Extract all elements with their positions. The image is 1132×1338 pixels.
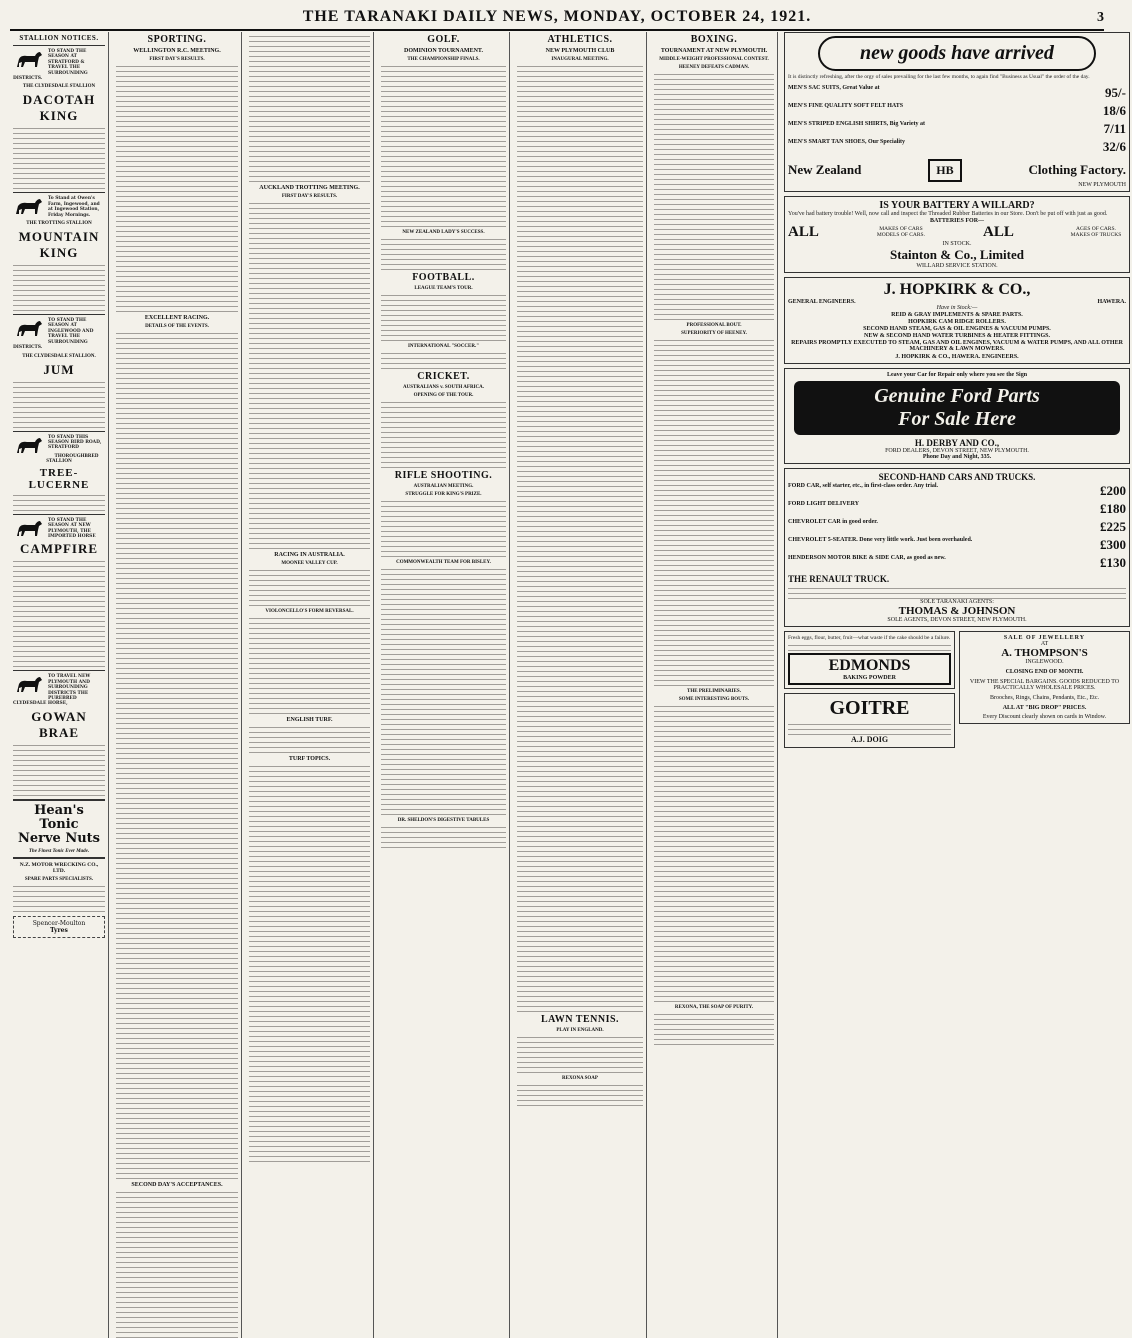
new-goods-price-list (788, 84, 1126, 156)
hopkirk-stock-list (788, 312, 1126, 352)
hopkirk-line: NEW & SECOND HAND WATER TURBINES & HEATER FITTINGS. (864, 332, 1050, 339)
stainton-name: Stainton & Co., Limited (890, 246, 1024, 262)
column-golf: GOLF. DOMINION TOURNAMENT. THE CHAMPIONSHIP FINALS. NEW ZEALAND LADY'S SUCCESS. FOOTBALL. LEAGUE TEAM'S TOUR. INTERNATIONAL "SOCCER." CRICKET. AUSTRALIANS v. SOUTH AFRICA. OPENING OF THE TOUR. RIFLE SHOOTING. AUSTRALIAN MEETING. STRUGGLE FOR KING'S PRIZE. COMMONWEALTH TEAM FOR BISLEY. DR. SHELDON'S DIGESTIVE TABULES (378, 32, 510, 1338)
column-advertisements (782, 32, 1132, 1338)
stallion-ad: TO STAND THE SEASON AT INGLEWOOD AND TRAVEL THE SURROUNDING DISTRICTS. (13, 318, 94, 351)
column-racing: AUCKLAND TROTTING MEETING. FIRST DAY'S RESULTS. RACING IN AUSTRALIA. MOONEE VALLEY CUP. VIOLONCELLO'S FORM REVERSAL. ENGLISH TURF. TURF TOPICS. (246, 32, 374, 1338)
horse-icon (13, 196, 45, 218)
new-goods-ad: new goods have arrived It is distinctly refreshing, after the orgy of sales prevailing for the last few months, to again find "Business as Usual" the order of the day. MEN'S SAC SUITS, Great Value at 95/- MEN'S FINE QUALITY SOFT FELT HATS 18/6 MEN'S STRIPED ENGLISH SHIRTS, Big Variety at 7/11 MEN'S SMART TAN SHOES, Our Speciality 32/6 New Zealand HB Clothing Factory. NEW PLYMOUTH (784, 32, 1130, 192)
price-value: 18/6 (1102, 102, 1126, 118)
price-label: MEN'S SAC SUITS, Great Value at (788, 84, 880, 91)
hopkirk-line: SECOND HAND STEAM, GAS & OIL ENGINES & VACUUM PUMPS. (863, 325, 1051, 332)
rifle-heading: RIFLE SHOOTING. (394, 470, 493, 481)
price-value: £130 (1100, 554, 1126, 570)
car-row (788, 500, 1126, 518)
stallion-name: MOUNTAIN KING (18, 229, 100, 261)
masthead-title: THE TARANAKI DAILY NEWS, MONDAY, OCTOBER 24, 1921. (302, 8, 812, 25)
hb-logo-icon: HB (928, 159, 961, 182)
price-label: MEN'S SMART TAN SHOES, Our Speciality (788, 138, 906, 145)
car-row (788, 518, 1126, 536)
price-value: £300 (1100, 536, 1126, 552)
price-value: 7/11 (1103, 120, 1126, 136)
hopkirk-line: REID & GRAY IMPLEMENTS & SPARE PARTS. (891, 311, 1023, 318)
column-athletics: ATHLETICS. NEW PLYMOUTH CLUB INAUGURAL MEETING. LAWN TENNIS. PLAY IN ENGLAND. REXONA SOAP (514, 32, 647, 1338)
price-label: MEN'S FINE QUALITY SOFT FELT HATS (788, 102, 904, 109)
price-value: £200 (1100, 482, 1126, 498)
stallion-text (13, 128, 105, 189)
stallion-ad: TO STAND THIS SEASON BIRD ROAD, STRATFORD (13, 435, 105, 451)
edmonds-ad: Fresh eggs, flour, butter, fruit—what waste if the cake should be a failure. EDMONDS BAKING POWDER (784, 631, 955, 690)
horse-icon (13, 49, 45, 71)
stallion-name: GOWAN BRAE (31, 708, 87, 740)
new-goods-headline: new goods have arrived (818, 36, 1096, 71)
price-label: CHEVROLET 5-SEATER. Done very little work. Just been overhauled. (788, 536, 973, 543)
price-label: MEN'S STRIPED ENGLISH SHIRTS, Big Variety at (788, 120, 925, 127)
cricket-heading: CRICKET. (417, 371, 470, 382)
price-label: HENDERSON MOTOR BIKE & SIDE CAR, as good as new. (788, 554, 946, 561)
page-number: 3 (1097, 10, 1104, 25)
stallion-name: DACOTAH KING (22, 92, 96, 124)
price-label: CHEVROLET CAR in good order. (788, 518, 878, 525)
golf-heading: GOLF. (427, 34, 460, 45)
hopkirk-line: HOPKIRK CAM RIDGE ROLLERS. (908, 318, 1006, 325)
ford-line2: For Sale Here (898, 407, 1016, 430)
lawn-tennis-heading: LAWN TENNIS. (540, 1014, 620, 1025)
price-value: 95/- (1105, 84, 1126, 100)
columns (10, 32, 1126, 1279)
price-value: 32/6 (1102, 138, 1126, 154)
goitre-ad: GOITRE A.J. DOIG (784, 693, 955, 748)
stallion-notices-heading: STALLION NOTICES. (19, 34, 99, 42)
price-label: FORD LIGHT DELIVERY (788, 500, 860, 507)
football-heading: FOOTBALL. (412, 272, 475, 283)
stallion-name: JUM (43, 361, 75, 377)
price-value: £180 (1100, 500, 1126, 516)
hopkirk-ad: J. HOPKIRK & CO., GENERAL ENGINEERS. HAWERA. Have in Stock:— REID & GRAY IMPLEMENTS & SPARE PARTS. HOPKIRK CAM RIDGE ROLLERS. SECOND HAND STEAM, GAS & OIL ENGINES & VACUUM PUMPS. NEW & SECOND HAND WATER TURBINES & HEATER FITTINGS. REPAIRS PROMPTLY EXECUTED TO STEAM, GAS AND OIL ENGINES, VACUUM & WATER PUMPS, AND ALL OTHER MACHINERY & LAWN MOWERS. J. HOPKIRK & CO., HAWERA. ENGINEERS. (784, 277, 1130, 364)
stallion-name: CAMPFIRE (19, 541, 99, 557)
horse-icon (13, 435, 45, 457)
stallion-ad: TO STAND THE SEASON AT STRATFORD & TRAVEL THE SURROUNDING DISTRICTS. (13, 49, 88, 82)
car-row (788, 536, 1126, 554)
sporting-heading: SPORTING. (147, 34, 207, 45)
column-boxing: BOXING. TOURNAMENT AT NEW PLYMOUTH. MIDDLE-WEIGHT PROFESSIONAL CONTEST. HEENEY DEFEATS CADMAN. PROFESSIONAL BOUT. SUPERIORITY OF HEENEY. THE PRELIMINARIES. SOME INTERESTING BOUTS. REXONA, THE SOAP OF PURITY. (651, 32, 778, 1338)
horse-icon (13, 518, 45, 540)
thompson-ad: SALE OF JEWELLERY AT A. THOMPSON'S INGLEWOOD. CLOSING END OF MONTH. VIEW THE SPECIAL BARGAINS. GOODS REDUCED TO PRACTICALLY WHOLESALE PRICES. Brooches, Rings, Chains, Pendants, Etc., Etc. ALL AT "BIG DROP" PRICES. Every Discount clearly shown on cards in Window. (959, 631, 1130, 724)
hens-tonic-ad: Hean's Tonic Nerve Nuts (17, 802, 100, 846)
athletics-heading: ATHLETICS. (547, 34, 613, 45)
price-value: £225 (1100, 518, 1126, 534)
column-stallions: STALLION NOTICES. TO STAND THE SEASON AT STRATFORD & TRAVEL THE SURROUNDING DISTRICTS. THE CLYDESDALE STALLION DACOTAH KING To Stand at Owen's Farm, Ingewood, and at Ingewood Station, Friday Mornings. THE TROTTING STALLION MOUNTAIN KING TO STAND THE SEASON AT INGLEWOOD AND TRAVEL THE SURROUNDING DISTRICTS. THE CLYDESDALE STALLION. JUM TO STAND THIS SEASON BIRD ROAD, STRATFORD THOROUGHBRED STALLION TREE-LUCERNE TO STAND THE SEASON AT NEW PLYMOUTH, THE IMPORTED HORSE CAMPFIRE TO TRAVEL NEW PLYMOUTH AND SURROUNDING DISTRICTS THE PUREBRED CLYDESDALE HORSE, GOWAN BRAE Hean's Tonic Nerve Nuts The Finest Tonic Ever Made. N.Z. MOTOR WRECKING CO., LTD. SPARE PARTS SPECIALISTS. Spencer-Moulton Tyres (10, 32, 109, 1338)
goods-row (788, 138, 1126, 156)
ford-ad: Leave your Car for Repair only where you see the Sign Genuine Ford Parts For Sale Here H. DERBY AND CO., FORD DEALERS, DEVON STREET, NEW PLYMOUTH. Phone Day and Night, 335. (784, 368, 1130, 464)
stallion-ad: TO TRAVEL NEW PLYMOUTH AND SURROUNDING DISTRICTS THE PUREBRED CLYDESDALE HORSE, (13, 674, 91, 707)
price-label: FORD CAR, self starter, etc., in first-class order. Any trial. (788, 482, 939, 489)
second-hand-cars-ad: SECOND-HAND CARS AND TRUCKS. FORD CAR, self starter, etc., in first-class order. Any trial. £200 FORD LIGHT DELIVERY £180 CHEVROLET CAR in good order. £225 CHEVROLET 5-SEATER. Done very little work. Just been overhauled. £300 HENDERSON MOTOR BIKE & SIDE CAR, as good as new. £130 THE RENAULT TRUCK. SOLE TARANAKI AGENTS: THOMAS & JOHNSON SOLE AGENTS, DEVON STREET, NEW PLYMOUTH. (784, 468, 1130, 627)
hopkirk-line: REPAIRS PROMPTLY EXECUTED TO STEAM, GAS AND OIL ENGINES, VACUUM & WATER PUMPS, AND ALL OTHER MACHINERY & LAWN MOWERS. (791, 339, 1123, 352)
goods-row (788, 102, 1126, 120)
horse-icon (13, 318, 45, 340)
car-row (788, 482, 1126, 500)
tyres-ad: Spencer-Moulton Tyres (13, 916, 105, 938)
ford-line1: Genuine Ford Parts (874, 384, 1040, 407)
stallion-ad: To Stand at Owen's Farm, Ingewood, and at Ingewood Station, Friday Mornings. (13, 196, 105, 218)
car-price-list (788, 482, 1126, 572)
masthead (10, 8, 1104, 31)
stallion-ad: TO STAND THE SEASON AT NEW PLYMOUTH, THE IMPORTED HORSE (13, 518, 105, 540)
car-row (788, 554, 1126, 572)
column-sporting: SPORTING. WELLINGTON R.C. MEETING. FIRST DAY'S RESULTS. EXCELLENT RACING. DETAILS OF THE EVENTS. SECOND DAY'S ACCEPTANCES. (113, 32, 242, 1338)
goods-row (788, 84, 1126, 102)
goods-row (788, 120, 1126, 138)
stallion-name: TREE-LUCERNE (28, 466, 90, 491)
horse-icon (13, 674, 45, 696)
boxing-heading: BOXING. (690, 34, 738, 45)
wrecking-name: N.Z. MOTOR WRECKING CO., LTD. (19, 861, 99, 874)
battery-ad: IS YOUR BATTERY A WILLARD? You've had battery trouble! Well, now call and inspect the Threaded Rubber Batteries in our Store. Don't be put off with just as good. BATTERIES FOR— ALL MAKES OF CARS MODELS OF CARS. ALL AGES OF CARS. MAKES OF TRUCKS IN STOCK. Stainton & Co., Limited WILLARD SERVICE STATION. (784, 196, 1130, 273)
